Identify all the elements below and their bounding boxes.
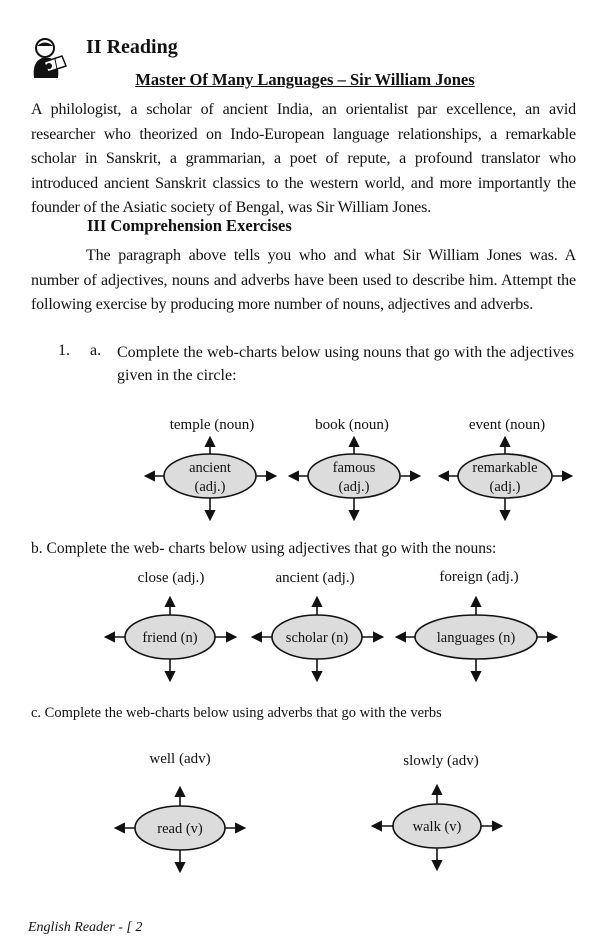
chart-c1-top-label: well (adv) — [149, 751, 211, 767]
chart-b3-center: languages (n) — [436, 630, 516, 646]
chart-a1-center-line2: (adj.) — [194, 479, 226, 495]
chart-a1-top-label: temple (noun) — [169, 417, 255, 433]
chart-c1 — [116, 788, 244, 871]
chart-a3 — [440, 438, 571, 519]
chart-a2-top-label: book (noun) — [315, 417, 389, 433]
page-footer: English Reader - [ 2 — [28, 920, 143, 935]
chart-b2-top-label: ancient (adj.) — [275, 570, 355, 586]
chart-a2-center-line2: (adj.) — [338, 479, 370, 495]
article-title: Master Of Many Languages – Sir William Jones — [135, 70, 475, 89]
chart-b1-top-label: close (adj.) — [137, 570, 205, 586]
comprehension-intro: The paragraph above tells you who and what Sir William Jones was. A number of adjectives, nouns and adverbs have been used to describe him. Attempt the following exercise by producing more number of nouns, adjectives and adverbs. — [31, 247, 576, 313]
chart-a2 — [290, 438, 419, 519]
chart-a1 — [146, 438, 275, 519]
chart-b3 — [397, 598, 556, 680]
chart-c2-top-label: slowly (adv) — [403, 753, 479, 769]
chart-b3-top-label: foreign (adj.) — [439, 569, 519, 585]
chart-a3-center-line1: remarkable — [472, 460, 538, 476]
question-letter-a: a. — [90, 342, 102, 359]
chart-b2-center: scholar (n) — [285, 630, 349, 646]
article-paragraph: A philologist, a scholar of ancient India, an orientalist par excellence, an avid researcher who theorized on Indo-European language relationships, a remarkable scholar in Sanskrit, a grammarian, a poet of repute, a profound translator who introduced ancient Sanskrit classics to the western world, and more importantly the founder of the Asiatic society of Bengal, was Sir William Jones. — [31, 101, 576, 216]
chart-b1 — [106, 598, 235, 680]
exercise-a-instruction: Complete the web-charts below using nouns that go with the adjectives given in the circle: — [117, 344, 574, 384]
exercise-b-instruction: b. Complete the web- charts below using adjectives that go with the nouns: — [31, 540, 497, 557]
question-number: 1. — [58, 342, 70, 359]
chart-b1-center: friend (n) — [142, 630, 198, 646]
chart-c2-center: walk (v) — [412, 819, 462, 835]
chart-a2-center-line1: famous — [332, 460, 376, 476]
chart-c2 — [373, 786, 501, 869]
section-title: II Reading — [86, 36, 178, 58]
chart-b2 — [253, 598, 382, 680]
chart-c1-center: read (v) — [157, 821, 203, 837]
chart-a1-center-line1: ancient — [189, 460, 231, 476]
comprehension-heading: III Comprehension Exercises — [87, 216, 292, 235]
chart-a3-top-label: event (noun) — [468, 417, 546, 433]
chart-a3-center-line2: (adj.) — [489, 479, 521, 495]
exercise-c-instruction: c. Complete the web-charts below using adverbs that go with the verbs — [31, 705, 442, 721]
